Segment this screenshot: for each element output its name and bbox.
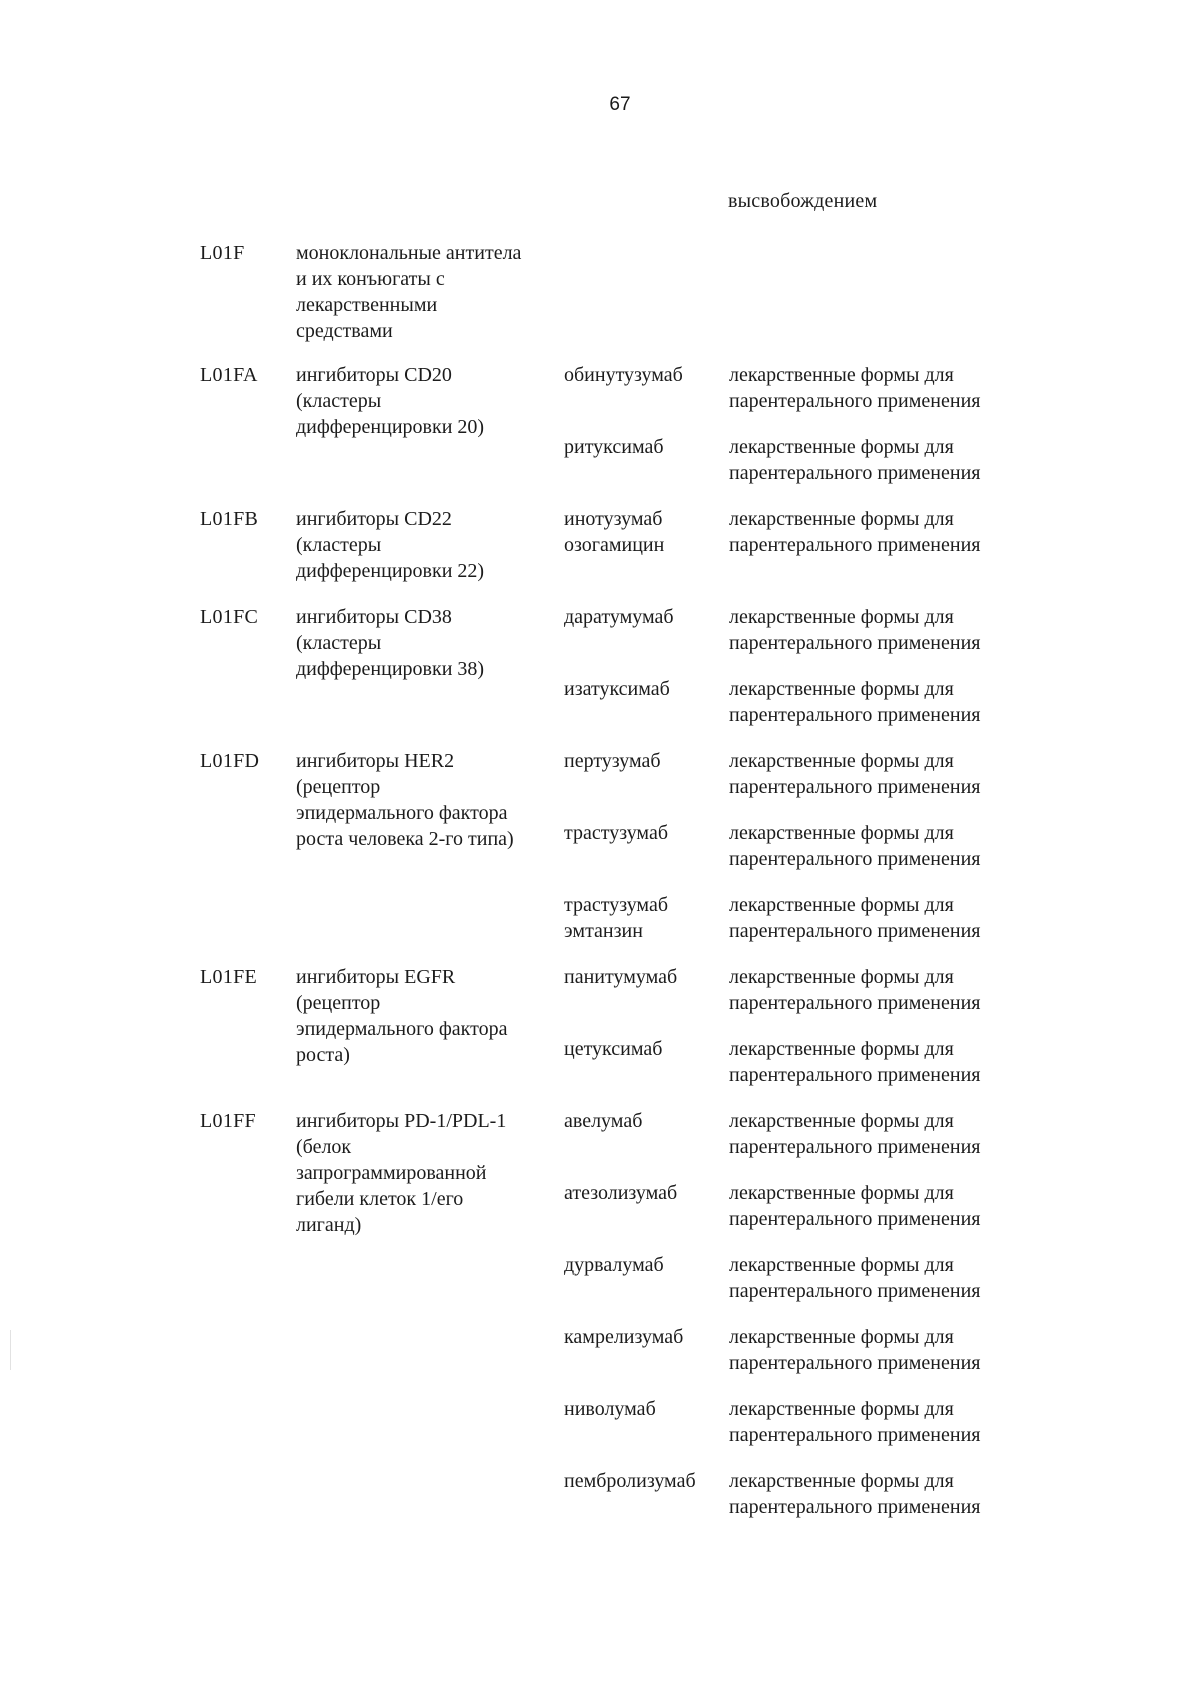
drug-name: трастузумаб [564, 822, 669, 844]
dosage-form: лекарственные формы для парентерального применения [729, 1182, 981, 1230]
drug-entry [564, 1036, 1164, 1108]
drug-entry [564, 1468, 1164, 1540]
dosage-form: лекарственные формы для парентерального применения [729, 1470, 981, 1518]
atc-code: L01FF [200, 1110, 256, 1132]
drug-entry [564, 1180, 1164, 1252]
dosage-form: лекарственные формы для парентерального применения [729, 678, 981, 726]
drug-entry [564, 362, 1164, 434]
drug-entry [564, 1396, 1164, 1468]
drug-name: трастузумаб эмтанзин [564, 894, 669, 942]
drug-list [564, 748, 1164, 964]
drug-entry [564, 964, 1164, 1036]
group-name: моноклональные антитела и их конъюгаты с лекарственными средствами [296, 242, 522, 342]
group-name: ингибиторы CD20 (кластеры дифференцировки 20) [296, 364, 485, 438]
drug-entry [564, 1252, 1164, 1324]
drug-name: даратумумаб [564, 606, 674, 628]
drug-name: обинутузумаб [564, 364, 683, 386]
group-name: ингибиторы CD38 (кластеры дифференцировки 38) [296, 606, 485, 680]
dosage-form: лекарственные формы для парентерального применения [729, 1038, 981, 1086]
dosage-form: лекарственные формы для парентерального применения [729, 1110, 981, 1158]
atc-code: L01FA [200, 364, 258, 386]
drug-name: ритуксимаб [564, 436, 664, 458]
group-name: ингибиторы EGFR (рецептор эпидермального фактора роста) [296, 966, 508, 1066]
drug-entry [564, 1108, 1164, 1180]
drug-entry [564, 604, 1164, 676]
dosage-form: лекарственные формы для парентерального применения [729, 1398, 981, 1446]
drug-name: камрелизумаб [564, 1326, 684, 1348]
drug-name: пертузумаб [564, 750, 661, 772]
group-name: ингибиторы HER2 (рецептор эпидермального фактора роста человека 2-го типа) [296, 750, 514, 850]
dosage-form: лекарственные формы для парентерального применения [729, 364, 981, 412]
drug-name: ниволумаб [564, 1398, 656, 1420]
atc-code: L01FC [200, 606, 259, 628]
atc-code: L01F [200, 242, 245, 264]
drug-name: изатуксимаб [564, 678, 670, 700]
drug-name: атезолизумаб [564, 1182, 678, 1204]
page-number: 67 [609, 94, 631, 115]
drug-name: инотузумаб озогамицин [564, 508, 665, 556]
drug-name: дурвалумаб [564, 1254, 664, 1276]
dosage-form: лекарственные формы для парентерального применения [729, 436, 981, 484]
drug-entry [564, 892, 1164, 964]
dosage-form: лекарственные формы для парентерального применения [729, 966, 981, 1014]
group-name: ингибиторы CD22 (кластеры дифференцировки 22) [296, 508, 485, 582]
drug-entry [564, 506, 1164, 578]
drug-entry [564, 748, 1164, 820]
drug-entry [564, 434, 1164, 506]
dosage-form: лекарственные формы для парентерального применения [729, 606, 981, 654]
dosage-form: лекарственные формы для парентерального применения [729, 1326, 981, 1374]
drug-entry [564, 820, 1164, 892]
drug-name: пембролизумаб [564, 1470, 696, 1492]
drug-entry [564, 676, 1164, 748]
atc-code: L01FB [200, 508, 259, 530]
scan-margin-mark [10, 1330, 11, 1370]
drug-list [564, 964, 1164, 1108]
carry-over-text: высвобождением [728, 190, 878, 212]
drug-entry [564, 1324, 1164, 1396]
drug-list [564, 1108, 1164, 1540]
atc-code: L01FE [200, 966, 258, 988]
dosage-form: лекарственные формы для парентерального применения [729, 508, 981, 556]
group-name: ингибиторы PD-1/PDL-1 (белок запрограммированной гибели клеток 1/его лиганд) [296, 1110, 507, 1236]
dosage-form: лекарственные формы для парентерального применения [729, 750, 981, 798]
drug-name: авелумаб [564, 1110, 643, 1132]
drug-list [564, 604, 1164, 748]
dosage-form: лекарственные формы для парентерального применения [729, 822, 981, 870]
drug-name: цетуксимаб [564, 1038, 663, 1060]
drug-list [564, 362, 1164, 506]
atc-code: L01FD [200, 750, 260, 772]
drug-list [564, 506, 1164, 578]
dosage-form: лекарственные формы для парентерального применения [729, 1254, 981, 1302]
dosage-form: лекарственные формы для парентерального применения [729, 894, 981, 942]
drug-name: панитумумаб [564, 966, 678, 988]
